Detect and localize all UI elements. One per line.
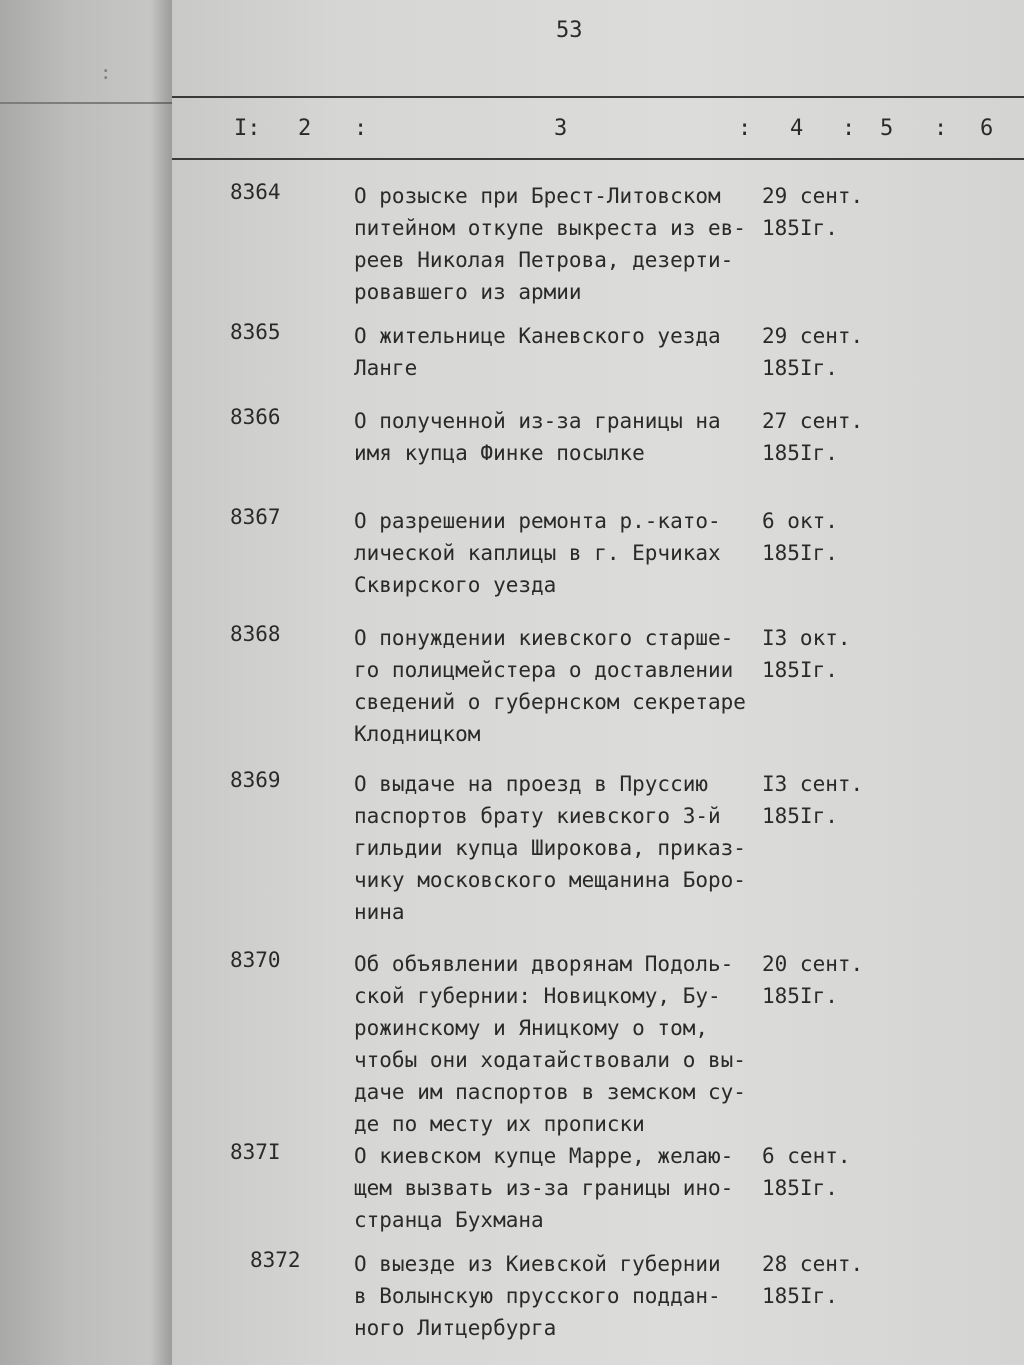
description-line: О выдаче на проезд в Пруссию xyxy=(354,772,709,796)
record-number: 8372 xyxy=(250,1248,301,1272)
document-page xyxy=(172,0,1024,1365)
record-description xyxy=(354,505,774,601)
date-line: 185Iг. xyxy=(762,216,838,240)
record-description xyxy=(354,622,774,750)
header-col-4: 4 xyxy=(790,116,804,141)
record-description xyxy=(354,948,774,1140)
description-line: го полицмейстера о доставлении xyxy=(354,658,734,682)
record-description xyxy=(354,1248,774,1344)
record-number: 8370 xyxy=(230,948,281,972)
header-separator: : xyxy=(842,116,856,141)
date-line: 185Iг. xyxy=(762,658,838,682)
description-line: ного Литцербурга xyxy=(354,1316,557,1340)
previous-page-rule xyxy=(0,102,175,104)
date-line: 185Iг. xyxy=(762,1176,838,1200)
header-separator: : xyxy=(354,116,368,141)
description-line: О розыске при Брест-Литовском xyxy=(354,184,721,208)
date-line: 185Iг. xyxy=(762,356,838,380)
description-line: рожинскому и Яницкому о том, xyxy=(354,1016,709,1040)
description-line: ской губернии: Новицкому, Бу- xyxy=(354,984,721,1008)
date-line: 27 сент. xyxy=(762,409,864,433)
description-line: даче им паспортов в земском су- xyxy=(354,1080,746,1104)
record-number: 8368 xyxy=(230,622,281,646)
date-line: 29 сент. xyxy=(762,324,864,348)
description-line: Клодницком xyxy=(354,722,481,746)
date-line: 20 сент. xyxy=(762,952,864,976)
record-date xyxy=(762,622,851,686)
record-date xyxy=(762,1248,863,1312)
date-line: 6 окт. xyxy=(762,509,838,533)
record-number: 8364 xyxy=(230,180,281,204)
record-date xyxy=(762,320,863,384)
description-line: нина xyxy=(354,900,405,924)
date-line: 6 сент. xyxy=(762,1144,851,1168)
header-col-5: 5 xyxy=(880,116,894,141)
description-line: де по месту их прописки xyxy=(354,1112,645,1136)
record-date xyxy=(762,768,863,832)
description-line: О понуждении киевского старше- xyxy=(354,626,734,650)
description-line: О выезде из Киевской губернии xyxy=(354,1252,721,1276)
previous-page-mark: : xyxy=(100,62,112,84)
date-line: 185Iг. xyxy=(762,1284,838,1308)
record-number: 8366 xyxy=(230,405,281,429)
record-number: 837I xyxy=(230,1140,281,1164)
header-col-2: 2 xyxy=(298,116,312,141)
record-date xyxy=(762,505,838,569)
previous-page-edge xyxy=(0,0,175,1365)
description-line: О полученной из-за границы на xyxy=(354,409,721,433)
description-line: чику московского мещанина Боро- xyxy=(354,868,746,892)
date-line: I3 окт. xyxy=(762,626,851,650)
header-bottom-rule xyxy=(172,158,1024,160)
description-line: О киевском купце Марре, желаю- xyxy=(354,1144,734,1168)
header-col-6: 6 xyxy=(980,116,994,141)
description-line: реев Николая Петрова, дезерти- xyxy=(354,248,734,272)
record-description xyxy=(354,768,774,928)
description-line: питейном откупе выкреста из ев- xyxy=(354,216,746,240)
description-line: в Волынскую прусского поддан- xyxy=(354,1284,721,1308)
description-line: Сквирского уезда xyxy=(354,573,557,597)
date-line: 185Iг. xyxy=(762,541,838,565)
description-line: щем вызвать из-за границы ино- xyxy=(354,1176,734,1200)
description-line: ровавшего из армии xyxy=(354,280,582,304)
header-separator: : xyxy=(738,116,752,141)
description-line: чтобы они ходатайствовали о вы- xyxy=(354,1048,746,1072)
record-number: 8367 xyxy=(230,505,281,529)
date-line: 28 сент. xyxy=(762,1252,864,1276)
record-description xyxy=(354,320,774,384)
description-line: О жительнице Каневского уезда xyxy=(354,324,721,348)
description-line: Об объявлении дворянам Подоль- xyxy=(354,952,734,976)
date-line: 185Iг. xyxy=(762,441,838,465)
record-description xyxy=(354,180,774,308)
header-separator: : xyxy=(934,116,948,141)
description-line: паспортов брату киевского 3-й xyxy=(354,804,721,828)
header-top-rule xyxy=(172,96,1024,98)
record-date xyxy=(762,948,863,1012)
description-line: Ланге xyxy=(354,356,418,380)
record-description xyxy=(354,405,774,469)
date-line: 185Iг. xyxy=(762,984,838,1008)
header-col-1: I: xyxy=(234,116,261,141)
description-line: О разрешении ремонта р.-като- xyxy=(354,509,721,533)
header-col-3: 3 xyxy=(554,116,568,141)
description-line: имя купца Финке посылке xyxy=(354,441,645,465)
date-line: I3 сент. xyxy=(762,772,864,796)
record-number: 8365 xyxy=(230,320,281,344)
page-number: 53 xyxy=(556,18,583,43)
description-line: странца Бухмана xyxy=(354,1208,544,1232)
record-number: 8369 xyxy=(230,768,281,792)
record-date xyxy=(762,1140,851,1204)
date-line: 185Iг. xyxy=(762,804,838,828)
date-line: 29 сент. xyxy=(762,184,864,208)
description-line: гильдии купца Широкова, приказ- xyxy=(354,836,746,860)
description-line: лической каплицы в г. Ерчиках xyxy=(354,541,721,565)
description-line: сведений о губернском секретаре xyxy=(354,690,746,714)
record-date xyxy=(762,405,863,469)
record-description xyxy=(354,1140,774,1236)
record-date xyxy=(762,180,863,244)
